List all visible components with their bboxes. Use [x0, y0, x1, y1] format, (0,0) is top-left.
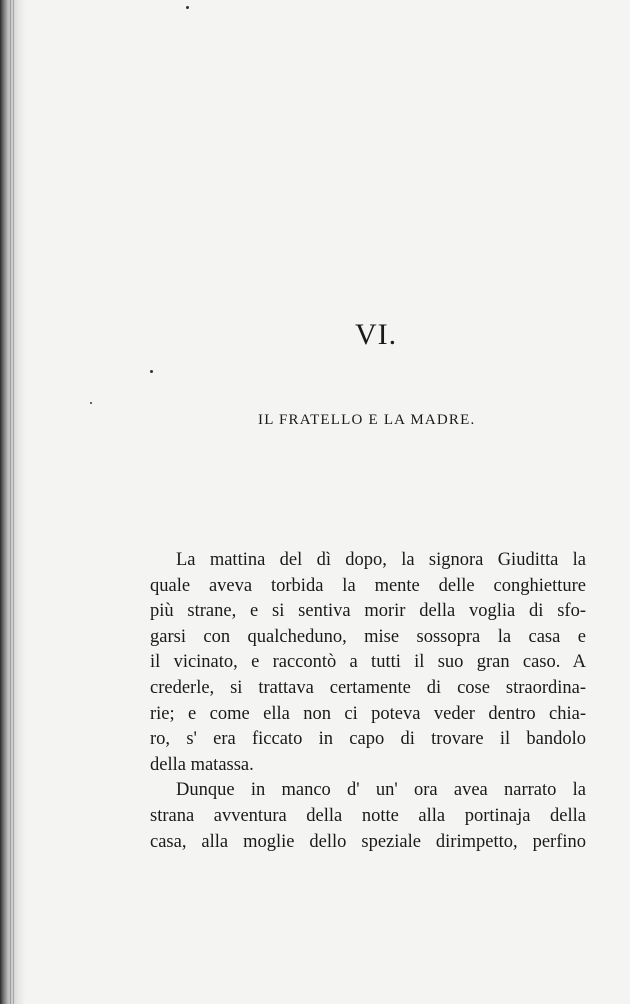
- paragraph: [150, 778, 586, 855]
- text-line: quale aveva torbida la mente delle conghietture: [150, 575, 586, 596]
- body-text: [150, 548, 586, 855]
- chapter-title: IL FRATELLO E LA MADRE.: [258, 412, 476, 428]
- chapter-number: VI.: [355, 318, 398, 351]
- text-line: rie; e come ella non ci poteva veder dentro chia-: [150, 703, 586, 724]
- text-line: La mattina del dì dopo, la signora Giuditta la: [176, 550, 586, 570]
- text-line: più strane, e si sentiva morir della voglia di sfo-: [150, 601, 586, 622]
- text-line: garsi con qualcheduno, mise sossopra la casa e: [150, 626, 586, 647]
- text-line: casa, alla moglie dello speziale dirimpetto, perfino: [150, 831, 586, 852]
- text-line: ro, s' era ficcato in capo di trovare il bandolo: [150, 729, 586, 750]
- text-line: strana avventura della notte alla portinaja della: [150, 805, 586, 826]
- ink-speck: [186, 6, 189, 9]
- text-line: della matassa.: [150, 754, 254, 775]
- text-line: Dunque in manco d' un' ora avea narrato la: [176, 780, 586, 801]
- paragraph: [150, 548, 586, 778]
- ink-speck: [90, 402, 92, 404]
- text-line: il vicinato, e raccontò a tutti il suo gran caso. A: [150, 652, 586, 673]
- page-edges: [10, 0, 16, 1004]
- ink-speck: [150, 370, 153, 373]
- text-line: crederle, si trattava certamente di cose straordina-: [150, 677, 586, 698]
